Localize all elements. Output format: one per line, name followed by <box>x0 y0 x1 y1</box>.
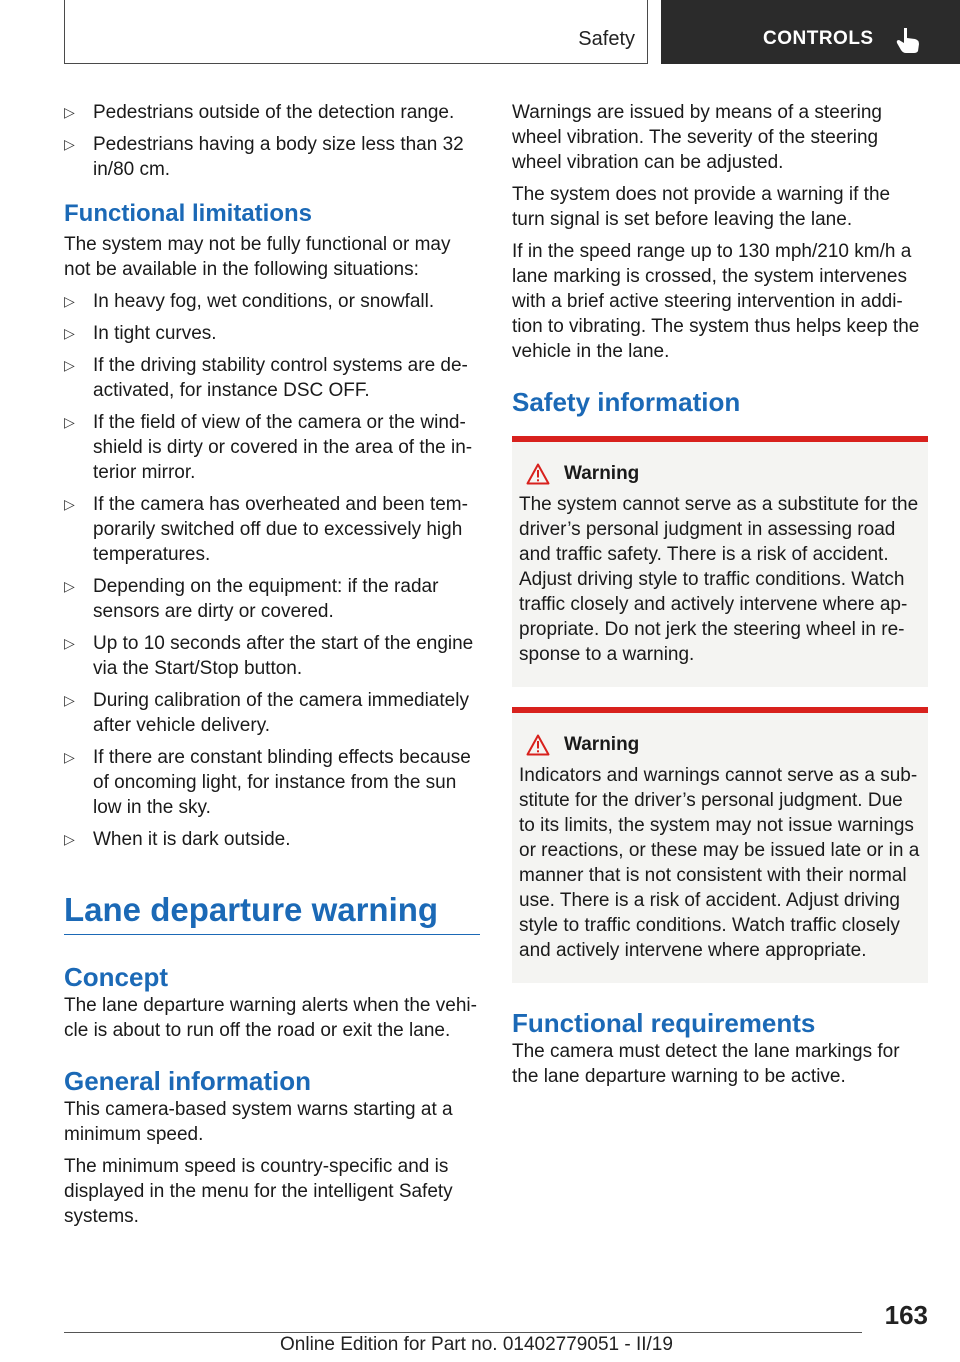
header-chapter-title: CONTROLS <box>763 28 874 49</box>
warning-triangle-icon <box>526 463 550 485</box>
warning-text: The system cannot serve as a substitute for the driver’s personal judgment in assessing road and traffic safety. There is a risk of accident. Adjust driving style to traffic conditions. Watch traffic closely and actively intervene where ap-propriate. Do not jerk the steering wheel in re-sponse to a warning. <box>519 494 919 665</box>
list-item: ▷ In tight curves. <box>64 323 217 344</box>
limitations-heading: Functional limitations <box>64 200 313 227</box>
header-section-box <box>64 0 648 64</box>
triangle-right-icon: ▷ <box>64 749 75 765</box>
list-item: ▷ In heavy fog, wet conditions, or snowfall. <box>64 291 435 312</box>
requirements-text: The camera must detect the lane markings for the lane departure warning to be active. <box>512 1041 900 1087</box>
warning-box <box>512 707 928 983</box>
triangle-right-icon: ▷ <box>64 136 75 152</box>
list-item: ▷ If the camera has overheated and been tem-porarily switched off due to excessively high temperatures. <box>64 494 468 565</box>
list-item: ▷ Up to 10 seconds after the start of the engine via the Start/Stop button. <box>64 633 474 679</box>
pedestrian-list <box>64 100 480 182</box>
general-text-2: The minimum speed is country-specific and is displayed in the menu for the intelligent Safety systems. <box>64 1156 453 1227</box>
general-heading: General information <box>64 1066 312 1096</box>
limitations-intro: The system may not be fully functional or may not be available in the following situations: <box>64 234 451 280</box>
triangle-right-icon: ▷ <box>64 635 75 651</box>
general-text-1: This camera-based system warns starting at a minimum speed. <box>64 1099 453 1145</box>
right-column <box>512 100 928 1096</box>
triangle-right-icon: ▷ <box>64 578 75 594</box>
concept-text: The lane departure warning alerts when the vehi-cle is about to run off the road or exit the lane. <box>64 995 477 1041</box>
warning-title: Warning <box>519 462 922 486</box>
list-item: ▷ Depending on the equipment: if the radar sensors are dirty or covered. <box>64 576 439 622</box>
list-item: ▷ Pedestrians having a body size less than 32 in/80 cm. <box>64 134 464 180</box>
list-item: ▷ When it is dark outside. <box>64 829 291 850</box>
triangle-right-icon: ▷ <box>64 831 75 847</box>
footer-edition: Online Edition for Part no. 01402779051 - II/19 <box>280 1334 673 1355</box>
triangle-right-icon: ▷ <box>64 104 75 120</box>
main-heading: Lane departure warning <box>64 890 480 935</box>
warning-box <box>512 436 928 687</box>
list-item: ▷ If the driving stability control systems are de-activated, for instance DSC OFF. <box>64 355 468 401</box>
triangle-right-icon: ▷ <box>64 692 75 708</box>
page-number: 163 <box>884 1300 928 1330</box>
warning-text: Indicators and warnings cannot serve as a sub-stitute for the driver’s personal judgment. Due to its limits, the system may not issue warnings or reactions, or these may be issued late or in a manner that is not consistent with their normal use. There is a risk of accident. Adjust driving style to traffic conditions. Watch traffic closely and actively intervene where appropriate. <box>519 765 920 961</box>
concept-heading: Concept <box>64 962 168 992</box>
list-item: ▷ During calibration of the camera immediately after vehicle delivery. <box>64 690 469 736</box>
header-section-title: Safety <box>578 28 635 50</box>
safety-heading: Safety information <box>512 387 741 417</box>
intervention-text: If in the speed range up to 130 mph/210 km/h a lane marking is crossed, the system intervenes with a brief active steering intervention in addi-tion to vibrating. The system thus helps keep the vehicle in the lane. <box>512 241 920 362</box>
triangle-right-icon: ▷ <box>64 357 75 373</box>
limitations-list <box>64 289 480 852</box>
header-chapter-box <box>661 0 960 64</box>
vibration-text: Warnings are issued by means of a steering wheel vibration. The severity of the steering wheel vibration can be adjusted. <box>512 102 882 173</box>
pointing-hand-icon <box>895 26 921 54</box>
triangle-right-icon: ▷ <box>64 293 75 309</box>
warning-title: Warning <box>519 733 922 757</box>
turn-signal-text: The system does not provide a warning if the turn signal is set before leaving the lane. <box>512 184 891 230</box>
list-item: ▷ If there are constant blinding effects because of oncoming light, for instance from the sun low in the sky. <box>64 747 471 818</box>
footer-divider <box>64 1332 862 1333</box>
warning-triangle-icon <box>526 734 550 756</box>
triangle-right-icon: ▷ <box>64 325 75 341</box>
requirements-heading: Functional requirements <box>512 1008 816 1038</box>
triangle-right-icon: ▷ <box>64 414 75 430</box>
list-item: ▷ Pedestrians outside of the detection range. <box>64 102 455 123</box>
list-item: ▷ If the field of view of the camera or the wind-shield is dirty or covered in the area of the in-terior mirror. <box>64 412 473 483</box>
left-column <box>64 100 480 1236</box>
triangle-right-icon: ▷ <box>64 496 75 512</box>
